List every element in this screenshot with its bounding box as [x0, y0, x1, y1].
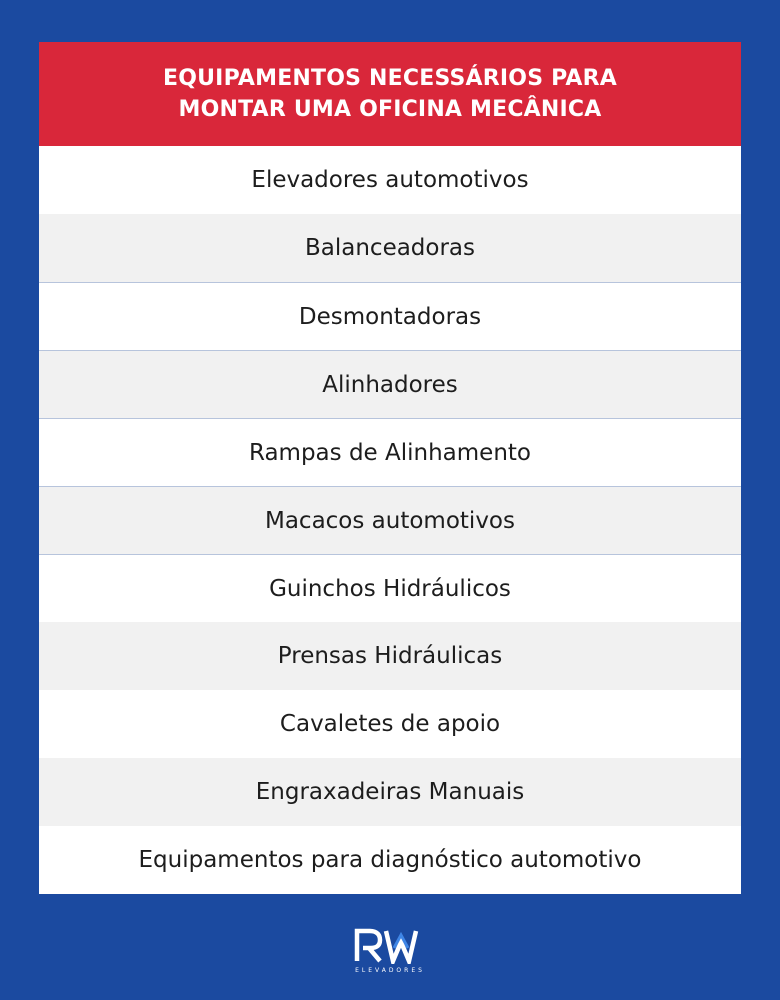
- list-item: Rampas de Alinhamento: [39, 418, 741, 486]
- equipment-card: [39, 42, 741, 894]
- list-item: Cavaletes de apoio: [279, 711, 501, 737]
- rw-logo-icon: [354, 928, 426, 964]
- header-title: EQUIPAMENTOS NECESSÁRIOS PARA MONTAR UMA OFICINA MECÂNICA: [162, 66, 618, 122]
- list-item: Equipamentos para diagnóstico automotivo: [138, 847, 642, 873]
- logo-subtitle: ELEVADORES: [355, 967, 425, 974]
- brand-logo: [340, 928, 440, 974]
- card-header: [39, 42, 741, 146]
- list-item: Prensas Hidráulicas: [39, 622, 741, 690]
- list-item: Alinhadores: [39, 350, 741, 418]
- list-item: Engraxadeiras Manuais: [39, 758, 741, 826]
- list-item: Elevadores automotivos: [251, 167, 529, 193]
- list-item: Desmontadoras: [39, 282, 741, 350]
- list-item: Balanceadoras: [39, 214, 741, 282]
- list-item: Macacos automotivos: [39, 486, 741, 554]
- equipment-list: [39, 146, 741, 894]
- list-item: Guinchos Hidráulicos: [39, 554, 741, 622]
